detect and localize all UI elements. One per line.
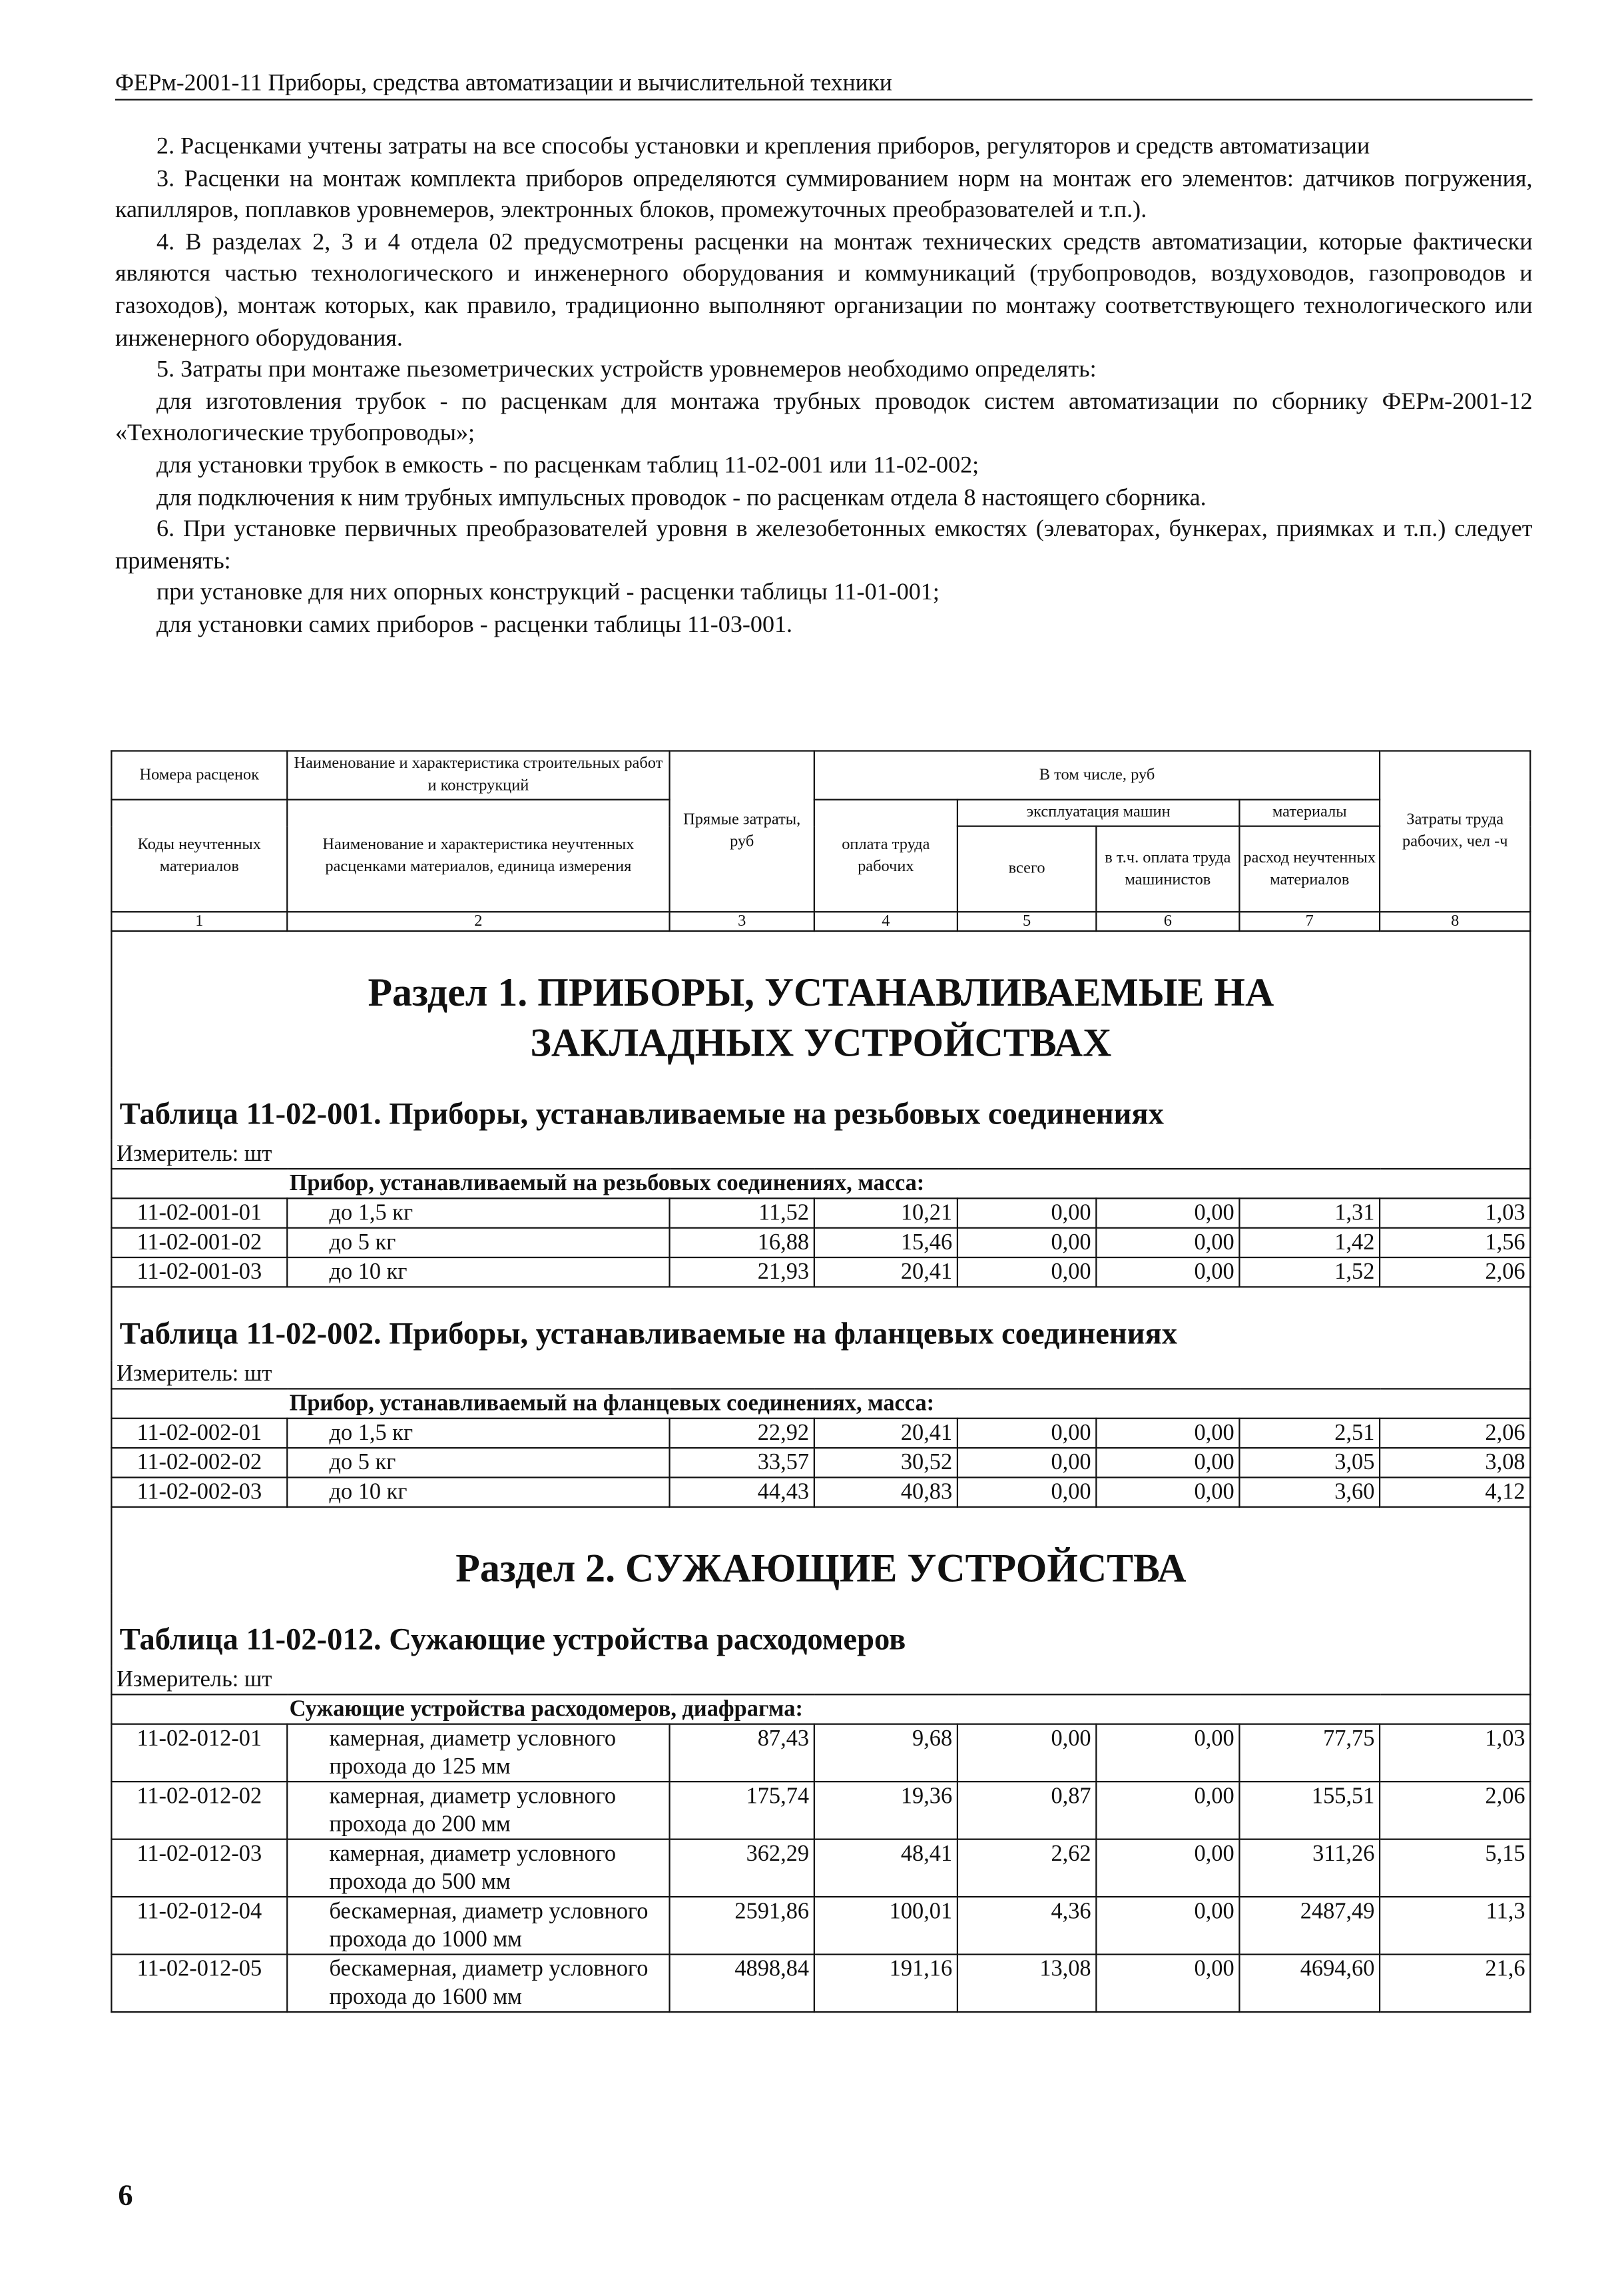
paragraph: для установки самих приборов - расценки таблицы 11-03-001. <box>156 609 793 638</box>
rate-value: 9,68 <box>814 1724 957 1782</box>
rate-value: 1,42 <box>1239 1228 1380 1257</box>
rate-value: 4,36 <box>957 1897 1096 1954</box>
group-label: Сужающие устройства расходомеров, диафрагма: <box>111 1694 1530 1724</box>
rate-code: 11-02-012-03 <box>111 1839 287 1897</box>
hdr-material-names: Наименование и характеристика неучтенных расценками материалов, единица измерения <box>287 800 669 912</box>
rate-value: 0,00 <box>957 1419 1096 1448</box>
rate-description: камерная, диаметр условного прохода до 200 мм <box>287 1782 669 1839</box>
rate-value: 33,57 <box>670 1448 814 1477</box>
paragraph: 3. Расценки на монтаж комплекта приборов определяются суммированием норм на монтаж его элементов: датчиков погружения, капилляров, поплавков уровнемеров, электронных блоков, промежуточных преобразователей и т.п.). <box>115 163 1533 224</box>
rate-value: 15,46 <box>814 1228 957 1257</box>
rate-description: до 1,5 кг <box>287 1198 669 1227</box>
rate-value: 2,51 <box>1239 1419 1380 1448</box>
rate-value: 0,00 <box>957 1228 1096 1257</box>
rate-value: 3,05 <box>1239 1448 1380 1477</box>
table-row <box>111 1448 1530 1477</box>
table-row <box>111 1839 1530 1897</box>
rate-value: 2,62 <box>957 1839 1096 1897</box>
measure-unit: Измеритель: шт <box>111 1140 1530 1169</box>
rate-value: 4898,84 <box>670 1955 814 2012</box>
table-title: Таблица 11-02-001. Приборы, устанавливаемые на резьбовых соединениях <box>119 1096 1164 1132</box>
rate-value: 19,36 <box>814 1782 957 1839</box>
hdr-total: всего <box>957 826 1096 912</box>
group-label: Прибор, устанавливаемый на резьбовых соединениях, масса: <box>111 1169 1530 1198</box>
rate-value: 22,92 <box>670 1419 814 1448</box>
rate-value: 2,06 <box>1380 1257 1530 1287</box>
paragraph: для изготовления трубок - по расценкам для монтажа трубных проводок систем автоматизации по сборнику ФЕРм-2001-12 «Технологические трубопроводы»; <box>115 386 1533 447</box>
paragraph: 2. Расценками учтены затраты на все способы установки и крепления приборов, регуляторов и средств автоматизации <box>156 131 1370 160</box>
rate-description: до 10 кг <box>287 1477 669 1506</box>
rate-value: 0,00 <box>957 1477 1096 1506</box>
rate-value: 48,41 <box>814 1839 957 1897</box>
rate-value: 1,31 <box>1239 1198 1380 1227</box>
rate-value: 21,6 <box>1380 1955 1530 2012</box>
rate-description: до 5 кг <box>287 1448 669 1477</box>
rate-value: 2591,86 <box>670 1897 814 1954</box>
rate-code: 11-02-002-03 <box>111 1477 287 1506</box>
rate-code: 11-02-001-03 <box>111 1257 287 1287</box>
rate-value: 2,06 <box>1380 1419 1530 1448</box>
rate-value: 0,00 <box>1096 1897 1239 1954</box>
rate-value: 0,00 <box>957 1198 1096 1227</box>
group-label: Прибор, устанавливаемый на фланцевых соединениях, масса: <box>111 1389 1530 1418</box>
paragraph: для подключения к ним трубных импульсных проводок - по расценкам отдела 8 настоящего сборника. <box>156 482 1207 511</box>
rate-description: бескамерная, диаметр условного прохода до 1600 мм <box>287 1955 669 2012</box>
rate-description: камерная, диаметр условного прохода до 125 мм <box>287 1724 669 1782</box>
table-title: Таблица 11-02-012. Сужающие устройства расходомеров <box>119 1621 906 1657</box>
rate-code: 11-02-012-04 <box>111 1897 287 1954</box>
col-num: 2 <box>287 912 669 931</box>
hdr-machines: эксплуатация машин <box>957 800 1240 826</box>
paragraph: 5. Затраты при монтаже пьезометрических устройств уровнемеров необходимо определять: <box>156 354 1097 383</box>
col-num: 5 <box>957 912 1096 931</box>
rate-value: 100,01 <box>814 1897 957 1954</box>
rate-value: 2487,49 <box>1239 1897 1380 1954</box>
rate-description: камерная, диаметр условного прохода до 500 мм <box>287 1839 669 1897</box>
rate-value: 3,60 <box>1239 1477 1380 1506</box>
rate-value: 11,52 <box>670 1198 814 1227</box>
hdr-labor: оплата труда рабочих <box>814 800 957 912</box>
rate-code: 11-02-001-02 <box>111 1228 287 1257</box>
hdr-name: Наименование и характеристика строительных работ и конструкций <box>287 751 669 799</box>
measure-unit: Измеритель: шт <box>111 1360 1530 1389</box>
rate-code: 11-02-002-01 <box>111 1419 287 1448</box>
rate-value: 20,41 <box>814 1419 957 1448</box>
table-row <box>111 1419 1530 1448</box>
table-row <box>111 1955 1530 2012</box>
rate-value: 0,00 <box>957 1257 1096 1287</box>
rate-value: 0,00 <box>1096 1198 1239 1227</box>
paragraph: 6. При установке первичных преобразователей уровня в железобетонных емкостях (элеваторах, бункерах, приямках и т.п.) следует применять: <box>115 513 1533 574</box>
hdr-machinist: в т.ч. оплата труда машинистов <box>1096 826 1239 912</box>
table-row <box>111 1257 1530 1287</box>
rate-value: 0,00 <box>1096 1257 1239 1287</box>
rate-value: 40,83 <box>814 1477 957 1506</box>
rate-code: 11-02-012-02 <box>111 1782 287 1839</box>
rate-description: до 5 кг <box>287 1228 669 1257</box>
page-number: 6 <box>118 2179 133 2212</box>
intro-text <box>115 130 1533 640</box>
col-num: 7 <box>1239 912 1380 931</box>
paragraph: 4. В разделах 2, 3 и 4 отдела 02 предусмотрены расценки на монтаж технических средств автоматизации, которые фактически являются частью технологического и инженерного оборудования и коммуникаций (трубопроводов, воздуховодов, газопроводов и газоходов), монтаж которых, как правило, традиционно выполняют организации по монтажу соответствующего технологического или инженерного оборудования. <box>115 226 1533 351</box>
paragraph: для установки трубок в емкость - по расценкам таблиц 11-02-001 или 11-02-002; <box>156 450 979 479</box>
rate-value: 21,93 <box>670 1257 814 1287</box>
rate-value: 0,00 <box>1096 1839 1239 1897</box>
rate-value: 0,00 <box>1096 1448 1239 1477</box>
rate-value: 5,15 <box>1380 1839 1530 1897</box>
rate-value: 11,3 <box>1380 1897 1530 1954</box>
rate-value: 16,88 <box>670 1228 814 1257</box>
col-num: 1 <box>111 912 287 931</box>
rate-value: 1,52 <box>1239 1257 1380 1287</box>
running-header: ФЕРм-2001-11 Приборы, средства автоматизации и вычислительной техники <box>115 71 1533 100</box>
rate-code: 11-02-012-05 <box>111 1955 287 2012</box>
rate-code: 11-02-012-01 <box>111 1724 287 1782</box>
rate-value: 13,08 <box>957 1955 1096 2012</box>
rate-value: 1,56 <box>1380 1228 1530 1257</box>
rate-value: 362,29 <box>670 1839 814 1897</box>
rate-code: 11-02-002-02 <box>111 1448 287 1477</box>
rate-description: бескамерная, диаметр условного прохода до 1000 мм <box>287 1897 669 1954</box>
rate-value: 175,74 <box>670 1782 814 1839</box>
hdr-materials: материалы <box>1239 800 1380 826</box>
table-title: Таблица 11-02-002. Приборы, устанавливаемые на фланцевых соединениях <box>119 1315 1178 1351</box>
hdr-material-codes: Коды неучтенных материалов <box>111 800 287 912</box>
rate-value: 87,43 <box>670 1724 814 1782</box>
rate-value: 0,00 <box>1096 1724 1239 1782</box>
rate-description: до 1,5 кг <box>287 1419 669 1448</box>
rate-value: 0,00 <box>1096 1228 1239 1257</box>
rate-description: до 10 кг <box>287 1257 669 1287</box>
rate-value: 4694,60 <box>1239 1955 1380 2012</box>
rate-value: 0,87 <box>957 1782 1096 1839</box>
rate-value: 0,00 <box>957 1724 1096 1782</box>
paragraph: при установке для них опорных конструкций - расценки таблицы 11-01-001; <box>156 577 940 606</box>
col-num: 8 <box>1380 912 1530 931</box>
table-row <box>111 1198 1530 1227</box>
rate-value: 0,00 <box>1096 1477 1239 1506</box>
rate-value: 10,21 <box>814 1198 957 1227</box>
rate-value: 4,12 <box>1380 1477 1530 1506</box>
rate-value: 1,03 <box>1380 1724 1530 1782</box>
table-row <box>111 1477 1530 1506</box>
table-row <box>111 1724 1530 1782</box>
rate-value: 30,52 <box>814 1448 957 1477</box>
section-title: Раздел 1. ПРИБОРЫ, УСТАНАВЛИВАЕМЫЕ НА ЗАКЛАДНЫХ УСТРОЙСТВАХ <box>368 970 1274 1065</box>
rate-value: 0,00 <box>1096 1955 1239 2012</box>
table-row <box>111 1897 1530 1954</box>
rate-code: 11-02-001-01 <box>111 1198 287 1227</box>
rate-value: 191,16 <box>814 1955 957 2012</box>
col-num: 6 <box>1096 912 1239 931</box>
hdr-mat-cost: расход неучтенных материалов <box>1239 826 1380 912</box>
rate-value: 311,26 <box>1239 1839 1380 1897</box>
hdr-work: Затраты труда рабочих, чел -ч <box>1380 751 1530 912</box>
price-table <box>111 750 1531 2013</box>
rate-value: 44,43 <box>670 1477 814 1506</box>
table-row <box>111 1228 1530 1257</box>
table-row <box>111 1782 1530 1839</box>
rate-value: 2,06 <box>1380 1782 1530 1839</box>
rate-value: 20,41 <box>814 1257 957 1287</box>
measure-unit: Измеритель: шт <box>111 1666 1530 1694</box>
col-num: 3 <box>670 912 814 931</box>
rate-value: 1,03 <box>1380 1198 1530 1227</box>
rate-value: 0,00 <box>957 1448 1096 1477</box>
col-num: 4 <box>814 912 957 931</box>
hdr-codes: Номера расценок <box>111 751 287 799</box>
rate-value: 3,08 <box>1380 1448 1530 1477</box>
hdr-direct: Прямые затраты, руб <box>670 751 814 912</box>
rate-value: 77,75 <box>1239 1724 1380 1782</box>
hdr-incl: В том числе, руб <box>814 751 1380 799</box>
rate-value: 0,00 <box>1096 1419 1239 1448</box>
section-title: Раздел 2. СУЖАЮЩИЕ УСТРОЙСТВА <box>455 1546 1187 1591</box>
rate-value: 0,00 <box>1096 1782 1239 1839</box>
rate-value: 155,51 <box>1239 1782 1380 1839</box>
